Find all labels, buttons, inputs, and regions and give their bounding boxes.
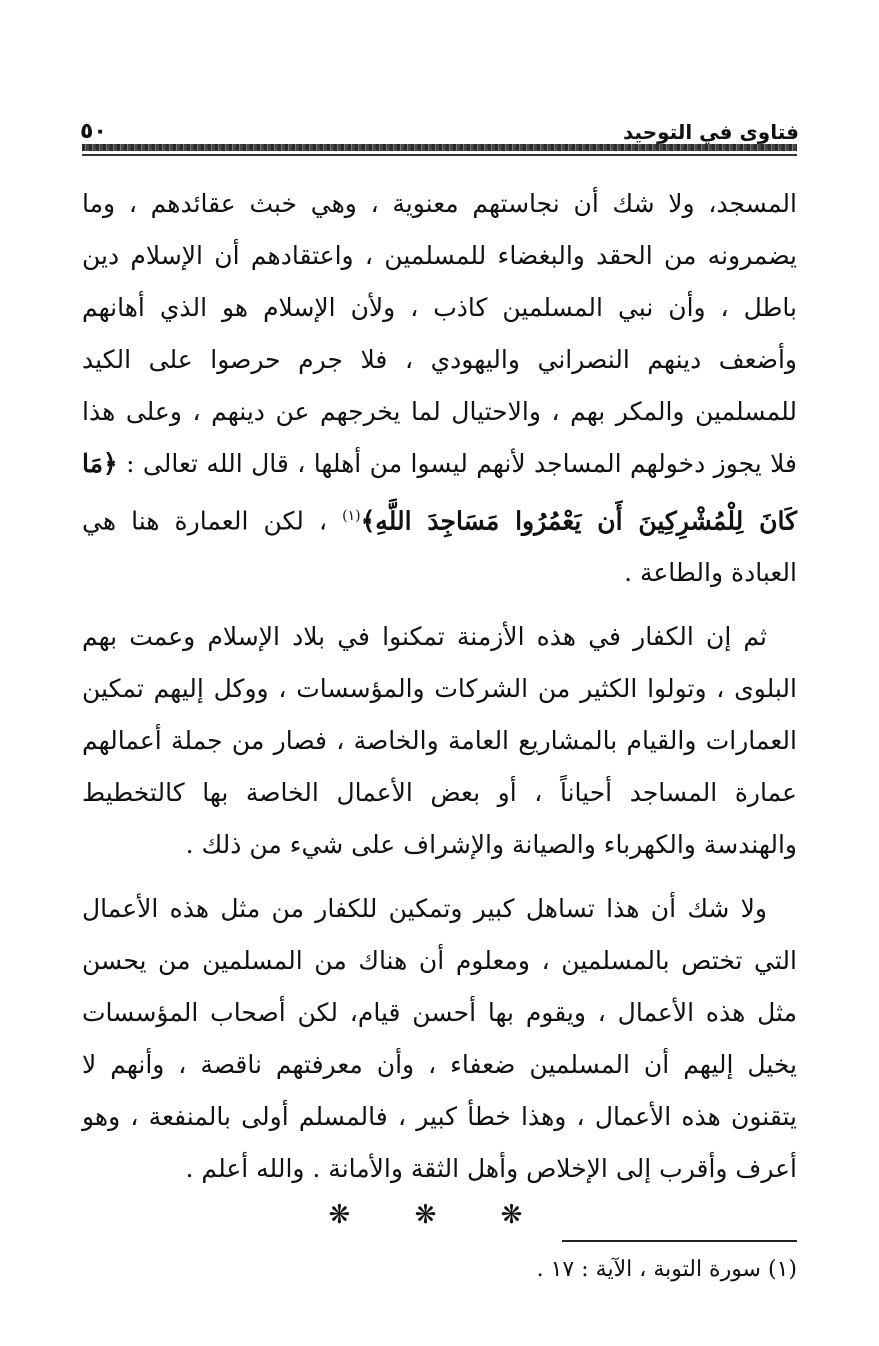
footnote-ref: (١) [342,508,361,524]
running-title: فتاوى في التوحيد [623,120,799,144]
paragraph-1-text: المسجد، ولا شك أن نجاستهم معنوية ، وهي خبث عقائدهم ، وما يضمرونه من الحقد والبغضاء للمسلمين ، واعتقادهم أن الإسلام دين باطل ، وأن نبي المسلمين كاذب ، ولأن الإسلام هو الذي أهانهم وأضعف دينهم النصراني واليهودي ، فلا جرم حرصوا على الكيد للمسلمين والمكر بهم ، والاحتيال لما يخرجهم عن دينهم ، وعلى هذا فلا يجوز دخولهم المساجد لأنهم ليسوا من أهلها ، قال الله تعالى : [82,189,797,478]
paragraph-1 [82,178,797,599]
footnote: (١) سورة التوبة ، الآية : ١٧ . [536,1257,797,1282]
footnote-rule [562,1240,797,1242]
page-number: ٥٠ [80,119,107,144]
running-header [80,108,799,144]
header-rule-thin [82,154,797,156]
section-separator: ❋ ❋ ❋ [328,1200,551,1230]
paragraph-3: ولا شك أن هذا تساهل كبير وتمكين للكفار من مثل هذه الأعمال التي تختص بالمسلمين ، ومعلوم أن هناك من المسلمين من يحسن مثل هذه الأعمال ، ويقوم بها أحسن قيام، لكن أصحاب المؤسسات يخيل إليهم أن المسلمين ضعفاء ، وأن معرفتهم ناقصة ، وأنهم لا يتقنون هذه الأعمال ، وهذا خطأ كبير ، فالمسلم أولى بالمنفعة ، وهو أعرف وأقرب إلى الإخلاص وأهل الثقة والأمانة . والله أعلم . [82,894,797,1184]
paragraph-1-tail: ، لكن العمارة هنا هي العبادة والطاعة . [82,506,797,588]
quran-verse: ﴿مَا كَانَ لِلْمُشْرِكِينَ أَن يَعْمُرُوا مَسَاجِدَ اللَّهِ﴾ [82,449,797,536]
body-text [82,178,797,1207]
header-rule [82,144,797,151]
paragraph-2: ثم إن الكفار في هذه الأزمنة تمكنوا في بلاد الإسلام وعمت بهم البلوى ، وتولوا الكثير من الشركات والمؤسسات ، ووكل إليهم تمكين العمارات والقيام بالمشاريع العامة والخاصة ، فصار من جملة أعمالهم عمارة المساجد أحياناً ، أو بعض الأعمال الخاصة بها كالتخطيط والهندسة والكهرباء والصيانة والإشراف على شيء من ذلك . [82,622,797,860]
